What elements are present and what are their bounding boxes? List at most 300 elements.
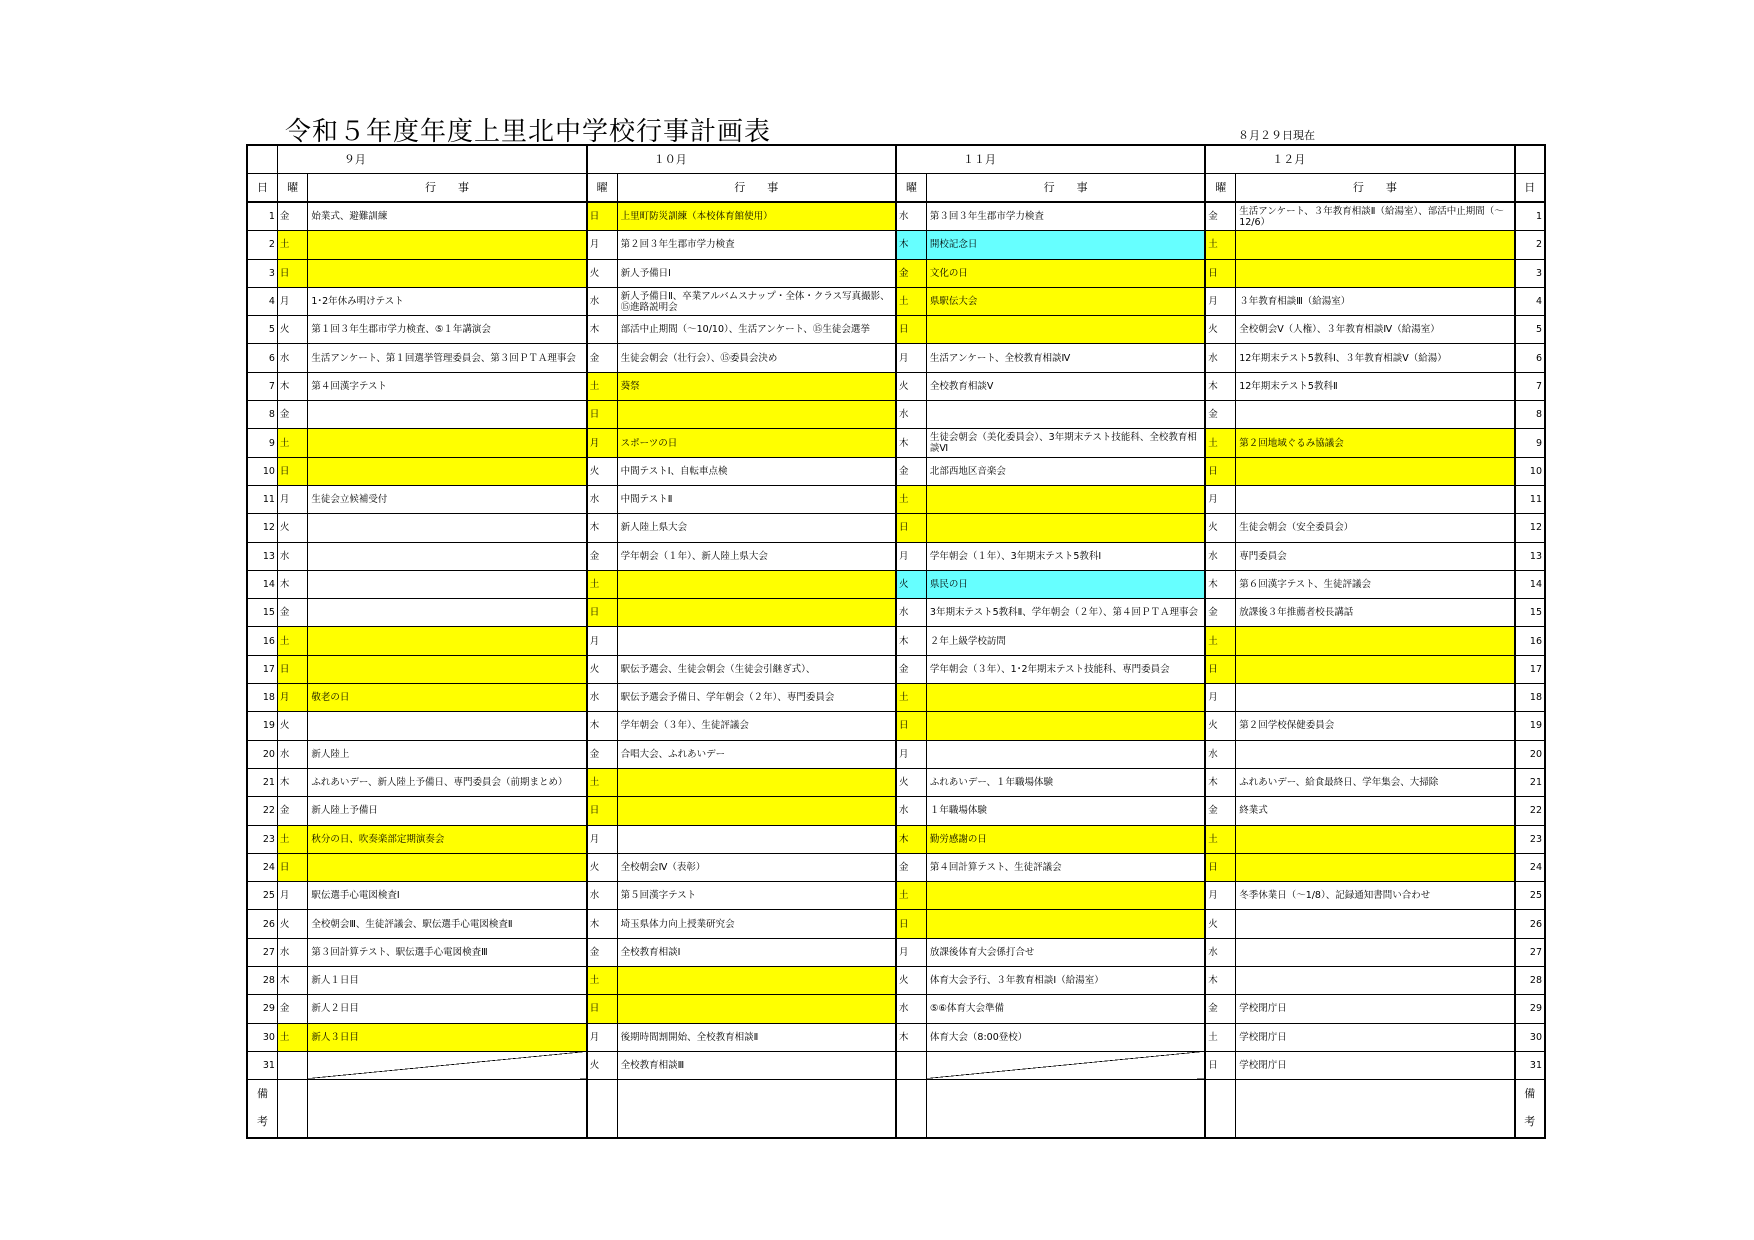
- day-number: 18: [1515, 684, 1545, 712]
- event-cell: 冬季休業日（～1/8）、記録通知書問い合わせ: [1236, 882, 1515, 910]
- weekday-cell: 金: [896, 457, 926, 485]
- event-cell: [308, 457, 587, 485]
- event-cell: 上里町防災訓練（本校体育館使用）: [617, 202, 896, 231]
- event-cell: [617, 995, 896, 1023]
- day-number: 11: [1515, 485, 1545, 513]
- day-number: 6: [247, 344, 277, 372]
- remarks-label: [247, 1080, 277, 1139]
- weekday-cell: 水: [1205, 344, 1235, 372]
- event-cell: 専門委員会: [1236, 542, 1515, 570]
- event-cell: 生徒会朝会（美化委員会）、3年期末テスト技能科、全校教育相談Ⅵ: [926, 429, 1205, 457]
- day-number: 30: [1515, 1023, 1545, 1051]
- event-cell: [926, 485, 1205, 513]
- weekday-cell: 金: [587, 740, 617, 768]
- weekday-cell: 土: [277, 1023, 307, 1051]
- day-number: 21: [247, 768, 277, 796]
- day-number: 21: [1515, 768, 1545, 796]
- day-number: 29: [1515, 995, 1545, 1023]
- day-number: 27: [247, 938, 277, 966]
- day-number: 13: [247, 542, 277, 570]
- weekday-cell: 水: [896, 401, 926, 429]
- weekday-cell: 金: [1205, 401, 1235, 429]
- event-cell: [617, 825, 896, 853]
- weekday-cell: 日: [896, 316, 926, 344]
- event-cell: 第３回計算テスト、駅伝選手心電図検査Ⅲ: [308, 938, 587, 966]
- day-number: 10: [1515, 457, 1545, 485]
- event-cell: ２年上級学校訪問: [926, 627, 1205, 655]
- weekday-cell: 木: [896, 429, 926, 457]
- event-cell: 北部西地区音楽会: [926, 457, 1205, 485]
- weekday-cell: 水: [587, 485, 617, 513]
- day-number: 14: [1515, 570, 1545, 598]
- weekday-cell: 金: [1205, 599, 1235, 627]
- day-number: 29: [247, 995, 277, 1023]
- event-cell: 12年期末テスト5教科Ⅱ: [1236, 372, 1515, 400]
- weekday-cell: 水: [1205, 740, 1235, 768]
- column-header-row: [247, 174, 1545, 203]
- day-number: 28: [247, 967, 277, 995]
- weekday-cell: 金: [587, 938, 617, 966]
- day-number: 20: [1515, 740, 1545, 768]
- day-number: 11: [247, 485, 277, 513]
- weekday-cell: 木: [587, 712, 617, 740]
- weekday-cell: [896, 1051, 926, 1079]
- weekday-cell: 月: [1205, 287, 1235, 315]
- event-cell: 生活アンケート、第１回選挙管理委員会、第３回ＰＴＡ理事会: [308, 344, 587, 372]
- weekday-cell: 水: [1205, 938, 1235, 966]
- event-cell: 県駅伝大会: [926, 287, 1205, 315]
- weekday-cell: 月: [587, 1023, 617, 1051]
- month-label: ９月: [277, 145, 586, 174]
- weekday-cell: 日: [277, 259, 307, 287]
- weekday-cell: 木: [277, 768, 307, 796]
- event-cell: 駅伝予選会予備日、学年朝会（２年）、専門委員会: [617, 684, 896, 712]
- weekday-cell: 土: [896, 684, 926, 712]
- weekday-cell: 火: [277, 910, 307, 938]
- day-number: 5: [1515, 316, 1545, 344]
- weekday-cell: 火: [587, 853, 617, 881]
- weekday-cell: 土: [1205, 825, 1235, 853]
- event-cell: [308, 231, 587, 259]
- weekday-cell: 月: [1205, 684, 1235, 712]
- weekday-cell: 水: [277, 344, 307, 372]
- event-cell: 駅伝予選会、生徒会朝会（生徒会引継ぎ式）、: [617, 655, 896, 683]
- day-number: 20: [247, 740, 277, 768]
- table-row: [247, 401, 1545, 429]
- weekday-cell: 日: [1205, 655, 1235, 683]
- event-cell: 部活中止期間（～10/10）、生活アンケート、⑮生徒会選挙: [617, 316, 896, 344]
- day-number: 19: [247, 712, 277, 740]
- weekday-cell: 日: [587, 995, 617, 1023]
- table-row: [247, 457, 1545, 485]
- weekday-cell: 金: [1205, 797, 1235, 825]
- event-cell: 新人陸上予備日: [308, 797, 587, 825]
- event-cell: 生徒会立候補受付: [308, 485, 587, 513]
- weekday-cell: 日: [277, 655, 307, 683]
- day-number: 22: [1515, 797, 1545, 825]
- event-cell: [926, 684, 1205, 712]
- day-number: 31: [247, 1051, 277, 1079]
- day-number: 9: [1515, 429, 1545, 457]
- event-cell: [617, 768, 896, 796]
- weekday-cell: 水: [896, 202, 926, 231]
- event-cell: 全校教育相談Ⅲ: [617, 1051, 896, 1079]
- event-cell: [617, 627, 896, 655]
- event-cell: [1236, 825, 1515, 853]
- weekday-header: 曜: [1205, 174, 1235, 203]
- remarks-cell: [1236, 1080, 1515, 1139]
- day-number: 6: [1515, 344, 1545, 372]
- day-number: 26: [247, 910, 277, 938]
- weekday-cell: 木: [277, 967, 307, 995]
- day-number: 26: [1515, 910, 1545, 938]
- day-number: 4: [247, 287, 277, 315]
- table-row: [247, 938, 1545, 966]
- weekday-cell: 月: [1205, 882, 1235, 910]
- weekday-cell: 月: [277, 287, 307, 315]
- weekday-cell: 火: [896, 768, 926, 796]
- table-row: [247, 316, 1545, 344]
- table-row: [247, 485, 1545, 513]
- weekday-cell: 月: [587, 825, 617, 853]
- weekday-cell: 日: [587, 202, 617, 231]
- weekday-cell: 日: [1205, 1051, 1235, 1079]
- event-cell: [1236, 231, 1515, 259]
- day-number: 13: [1515, 542, 1545, 570]
- day-number: 2: [1515, 231, 1545, 259]
- weekday-cell: 金: [587, 344, 617, 372]
- month-label: １０月: [587, 145, 896, 174]
- day-number: 16: [247, 627, 277, 655]
- event-cell: 県民の日: [926, 570, 1205, 598]
- corner-cell: [247, 145, 277, 174]
- event-cell: 学年朝会（１年）、新人陸上県大会: [617, 542, 896, 570]
- event-cell: 全校教育相談Ⅰ: [617, 938, 896, 966]
- event-cell: 新人予備日Ⅱ、卒業アルバムスナップ・全体・クラス写真撮影、⑮進路説明会: [617, 287, 896, 315]
- weekday-cell: 月: [1205, 485, 1235, 513]
- remarks-weekday-cell: [1205, 1080, 1235, 1139]
- as-of-date: ８月２９日現在: [1238, 129, 1315, 142]
- event-cell: [926, 910, 1205, 938]
- weekday-cell: 月: [277, 485, 307, 513]
- weekday-cell: 火: [896, 967, 926, 995]
- day-number: 5: [247, 316, 277, 344]
- event-cell: [617, 599, 896, 627]
- weekday-cell: 水: [587, 882, 617, 910]
- event-cell: 埼玉県体力向上授業研究会: [617, 910, 896, 938]
- event-cell: １年職場体験: [926, 797, 1205, 825]
- weekday-cell: 日: [277, 457, 307, 485]
- day-number: 18: [247, 684, 277, 712]
- event-cell: [926, 712, 1205, 740]
- event-cell: [1236, 910, 1515, 938]
- day-number: 27: [1515, 938, 1545, 966]
- day-number: 1: [1515, 202, 1545, 231]
- remarks-label-char: 備: [256, 1087, 268, 1101]
- weekday-cell: 木: [1205, 372, 1235, 400]
- weekday-cell: 水: [277, 740, 307, 768]
- weekday-cell: 土: [1205, 231, 1235, 259]
- event-cell: 文化の日: [926, 259, 1205, 287]
- table-row: [247, 542, 1545, 570]
- day-number: 3: [1515, 259, 1545, 287]
- weekday-cell: 月: [896, 542, 926, 570]
- table-row: [247, 825, 1545, 853]
- day-number: 7: [1515, 372, 1545, 400]
- day-number: 17: [1515, 655, 1545, 683]
- remarks-cell: [926, 1080, 1205, 1139]
- weekday-cell: 木: [277, 372, 307, 400]
- day-number: 25: [247, 882, 277, 910]
- weekday-cell: 土: [896, 882, 926, 910]
- day-number: 4: [1515, 287, 1545, 315]
- event-cell: 第３回３年生郡市学力検査: [926, 202, 1205, 231]
- day-number: 23: [1515, 825, 1545, 853]
- event-cell: 葵祭: [617, 372, 896, 400]
- day-number: 19: [1515, 712, 1545, 740]
- weekday-cell: 木: [587, 910, 617, 938]
- event-cell: ⑤⑥体育大会準備: [926, 995, 1205, 1023]
- weekday-cell: 金: [277, 995, 307, 1023]
- event-cell: 生活アンケート、３年教育相談Ⅱ（給湯室）、部活中止期間（～12/6）: [1236, 202, 1515, 231]
- weekday-cell: 月: [277, 882, 307, 910]
- table-row: [247, 967, 1545, 995]
- day-number: 10: [247, 457, 277, 485]
- weekday-cell: 土: [1205, 1023, 1235, 1051]
- month-label: １２月: [1205, 145, 1514, 174]
- remarks-weekday-cell: [277, 1080, 307, 1139]
- event-cell: [1236, 740, 1515, 768]
- day-number: 25: [1515, 882, 1545, 910]
- event-cell: 学校閉庁日: [1236, 1023, 1515, 1051]
- day-number: 16: [1515, 627, 1545, 655]
- weekday-cell: 金: [277, 599, 307, 627]
- event-cell: [308, 712, 587, 740]
- event-cell: [308, 259, 587, 287]
- weekday-cell: 火: [1205, 712, 1235, 740]
- weekday-cell: 水: [896, 995, 926, 1023]
- event-cell: 学校閉庁日: [1236, 1051, 1515, 1079]
- weekday-header: 曜: [587, 174, 617, 203]
- weekday-cell: 火: [1205, 316, 1235, 344]
- weekday-cell: 土: [277, 231, 307, 259]
- table-row: [247, 712, 1545, 740]
- event-cell: [926, 882, 1205, 910]
- table-row: [247, 570, 1545, 598]
- event-cell: 放課後３年推薦者校長講話: [1236, 599, 1515, 627]
- event-cell: [1236, 457, 1515, 485]
- event-cell: 後期時間割開始、全校教育相談Ⅱ: [617, 1023, 896, 1051]
- day-number: 1: [247, 202, 277, 231]
- day-number: 7: [247, 372, 277, 400]
- table-row: [247, 655, 1545, 683]
- table-row: [247, 910, 1545, 938]
- remarks-label-char: 考: [256, 1115, 268, 1129]
- event-cell: [308, 599, 587, 627]
- event-schedule-table: [246, 144, 1546, 1139]
- day-number: 24: [1515, 853, 1545, 881]
- day-number: 3: [247, 259, 277, 287]
- event-cell: 1･2年休み明けテスト: [308, 287, 587, 315]
- day-number: 8: [247, 401, 277, 429]
- weekday-cell: 土: [896, 287, 926, 315]
- day-header: 日: [1515, 174, 1545, 203]
- weekday-cell: 木: [896, 825, 926, 853]
- weekday-cell: 土: [1205, 627, 1235, 655]
- event-cell: ３年教育相談Ⅲ（給湯室）: [1236, 287, 1515, 315]
- weekday-cell: 土: [587, 967, 617, 995]
- event-cell: 全校朝会Ⅴ（人権）、３年教育相談Ⅳ（給湯室）: [1236, 316, 1515, 344]
- event-cell: [1236, 485, 1515, 513]
- table-row: [247, 882, 1545, 910]
- event-cell: 放課後体育大会係打合せ: [926, 938, 1205, 966]
- event-header: 行 事: [308, 174, 587, 203]
- table-row: [247, 514, 1545, 542]
- weekday-cell: 水: [1205, 542, 1235, 570]
- event-header: 行 事: [1236, 174, 1515, 203]
- day-header: 日: [247, 174, 277, 203]
- event-cell: 第１回３年生郡市学力検査、⑤１年講演会: [308, 316, 587, 344]
- event-cell: 学校閉庁日: [1236, 995, 1515, 1023]
- weekday-cell: 金: [277, 202, 307, 231]
- event-cell: 生徒会朝会（安全委員会）: [1236, 514, 1515, 542]
- event-cell: 12年期末テスト5教科Ⅰ、３年教育相談Ⅴ（給湯）: [1236, 344, 1515, 372]
- table-row: [247, 768, 1545, 796]
- event-cell: [308, 429, 587, 457]
- weekday-cell: 木: [1205, 768, 1235, 796]
- event-cell: 全校朝会Ⅲ、生徒評議会、駅伝選手心電図検査Ⅱ: [308, 910, 587, 938]
- event-cell: 体育大会予行、３年教育相談Ⅰ（給湯室）: [926, 967, 1205, 995]
- table-row: [247, 287, 1545, 315]
- table-row: [247, 344, 1545, 372]
- weekday-cell: 木: [277, 570, 307, 598]
- weekday-cell: 金: [896, 655, 926, 683]
- event-cell: [926, 316, 1205, 344]
- day-number: 28: [1515, 967, 1545, 995]
- event-cell: 終業式: [1236, 797, 1515, 825]
- weekday-cell: 木: [896, 231, 926, 259]
- weekday-cell: 木: [587, 514, 617, 542]
- event-cell: [1236, 259, 1515, 287]
- table-row: [247, 740, 1545, 768]
- weekday-cell: 火: [277, 514, 307, 542]
- weekday-cell: 日: [1205, 853, 1235, 881]
- weekday-cell: 金: [277, 797, 307, 825]
- weekday-cell: 月: [896, 740, 926, 768]
- day-number: 23: [247, 825, 277, 853]
- remarks-weekday-cell: [896, 1080, 926, 1139]
- event-cell: 新人陸上県大会: [617, 514, 896, 542]
- weekday-cell: 金: [896, 259, 926, 287]
- event-cell: [617, 967, 896, 995]
- event-cell: 第２回３年生郡市学力検査: [617, 231, 896, 259]
- event-cell: [1236, 401, 1515, 429]
- weekday-cell: 月: [587, 627, 617, 655]
- weekday-cell: 木: [896, 627, 926, 655]
- weekday-cell: 月: [896, 938, 926, 966]
- day-number: 30: [247, 1023, 277, 1051]
- day-number: 24: [247, 853, 277, 881]
- event-cell: 新人陸上: [308, 740, 587, 768]
- event-cell: [308, 655, 587, 683]
- weekday-cell: 月: [587, 231, 617, 259]
- event-cell: 第２回地域ぐるみ協議会: [1236, 429, 1515, 457]
- remarks-cell: [308, 1080, 587, 1139]
- event-cell: 第４回漢字テスト: [308, 372, 587, 400]
- weekday-cell: 火: [277, 712, 307, 740]
- weekday-cell: 日: [1205, 259, 1235, 287]
- table-row: [247, 684, 1545, 712]
- page-title: 令和５年度年度上里北中学校行事計画表: [285, 117, 772, 147]
- weekday-cell: 日: [277, 853, 307, 881]
- event-cell: [308, 514, 587, 542]
- weekday-cell: 金: [277, 401, 307, 429]
- weekday-header: 曜: [277, 174, 307, 203]
- event-cell: スポーツの日: [617, 429, 896, 457]
- event-cell: 新人３日目: [308, 1023, 587, 1051]
- weekday-cell: 土: [587, 570, 617, 598]
- weekday-cell: 土: [277, 429, 307, 457]
- table-row: [247, 797, 1545, 825]
- event-cell: 第５回漢字テスト: [617, 882, 896, 910]
- weekday-cell: 月: [587, 429, 617, 457]
- event-cell: [308, 401, 587, 429]
- event-header: 行 事: [926, 174, 1205, 203]
- event-cell: [1236, 938, 1515, 966]
- remarks-label-char: 考: [1524, 1115, 1536, 1129]
- event-cell: 3年期末テスト5教科Ⅱ、学年朝会（２年）、第４回ＰＴＡ理事会: [926, 599, 1205, 627]
- table-row: [247, 853, 1545, 881]
- event-cell: 生徒会朝会（壮行会）、⑮委員会決め: [617, 344, 896, 372]
- weekday-cell: 水: [277, 542, 307, 570]
- event-cell: 体育大会（8:00登校）: [926, 1023, 1205, 1051]
- event-cell: 勤労感謝の日: [926, 825, 1205, 853]
- table-row: [247, 231, 1545, 259]
- weekday-cell: 土: [277, 825, 307, 853]
- weekday-cell: 火: [1205, 910, 1235, 938]
- weekday-cell: 日: [896, 910, 926, 938]
- event-cell: 始業式、避難訓練: [308, 202, 587, 231]
- weekday-cell: 金: [1205, 202, 1235, 231]
- event-cell: [308, 1051, 587, 1079]
- event-cell: [1236, 967, 1515, 995]
- weekday-cell: 土: [1205, 429, 1235, 457]
- event-cell: 生活アンケート、全校教育相談Ⅳ: [926, 344, 1205, 372]
- event-cell: 新人２日目: [308, 995, 587, 1023]
- weekday-cell: 火: [587, 457, 617, 485]
- weekday-cell: 火: [587, 1051, 617, 1079]
- weekday-cell: 木: [1205, 967, 1235, 995]
- event-cell: [308, 627, 587, 655]
- remarks-cell: [617, 1080, 896, 1139]
- day-number: 17: [247, 655, 277, 683]
- event-cell: [617, 401, 896, 429]
- event-cell: 全校朝会Ⅳ（表彰）: [617, 853, 896, 881]
- table-row: [247, 599, 1545, 627]
- table-row: [247, 372, 1545, 400]
- event-cell: [308, 542, 587, 570]
- weekday-cell: 日: [587, 797, 617, 825]
- weekday-cell: 月: [896, 344, 926, 372]
- event-cell: 秋分の日、吹奏楽部定期演奏会: [308, 825, 587, 853]
- table-row: [247, 1023, 1545, 1051]
- month-header-row: [247, 145, 1545, 174]
- day-number: 15: [1515, 599, 1545, 627]
- weekday-cell: 水: [277, 938, 307, 966]
- event-cell: ふれあいデー、１年職場体験: [926, 768, 1205, 796]
- remarks-label-char: 備: [1524, 1087, 1536, 1101]
- weekday-cell: 日: [896, 712, 926, 740]
